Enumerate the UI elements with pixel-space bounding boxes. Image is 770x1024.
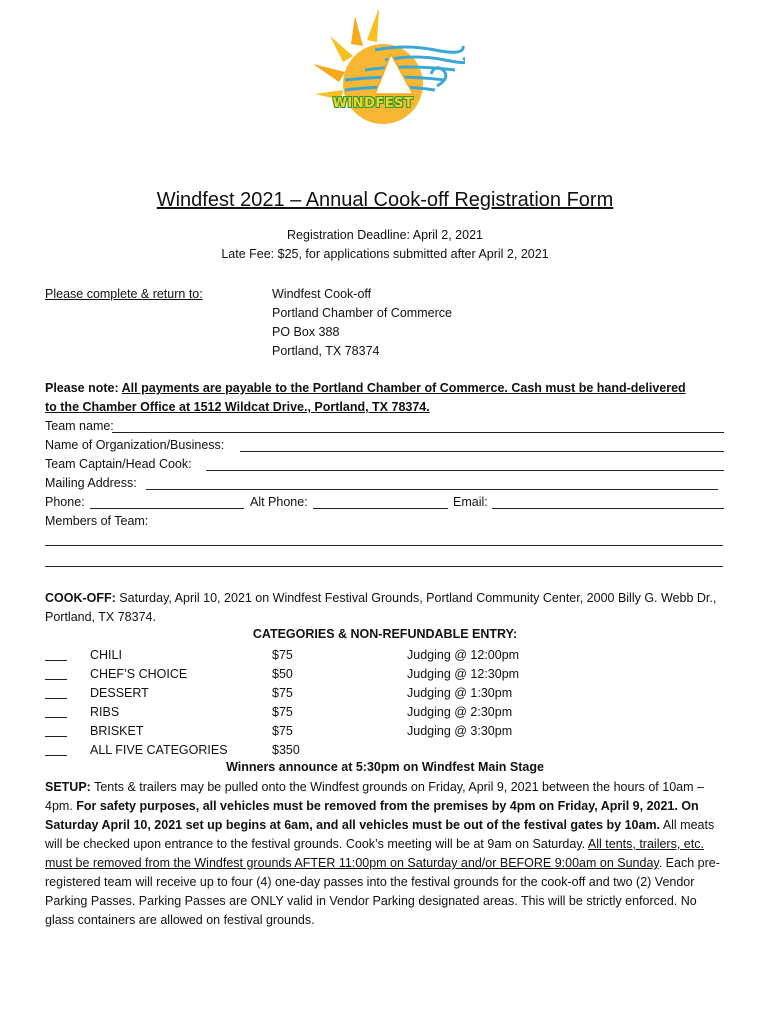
category-judging: Judging @ 2:30pm [407,705,513,719]
phone-field[interactable] [90,508,244,509]
category-fee: $75 [272,648,293,662]
categories-heading: CATEGORIES & NON-REFUNDABLE ENTRY: [252,627,518,641]
category-name: BRISKET [90,724,144,738]
winners-announcement: Winners announce at 5:30pm on Windfest Main Stage [226,760,544,774]
category-checkbox-chili[interactable] [45,660,67,661]
organization-field[interactable] [240,451,724,452]
setup-info: SETUP: Tents & trailers may be pulled onto the Windfest grounds on Friday, April 9, 2021 between the hours of 10am – 4pm. For safety purposes, all vehicles must be removed from the premises by 4pm on Friday, April 9, 2021. On Saturday April 10, 2021 set up begins at 6am, and all vehicles must be out of the festival gates by 10am. All meats will be checked upon entrance to the festival grounds. Cook’s meeting will be at 9am on Saturday. All tents, trailers, etc. must be removed from the Windfest grounds AFTER 11:00pm on Saturday and/or BEFORE 9:00am on Sunday. Each pre-registered team will receive up to four (4) one-day passes into the festival grounds for the cook-off and two (2) Vendor Parking Passes. Parking Passes are ONLY valid in Vendor Parking designated areas. This will be strictly enforced. No glass containers are allowed on festival grounds. [45,780,720,927]
category-checkbox-brisket[interactable] [45,736,67,737]
return-to-label: Please complete & return to: [45,287,203,301]
category-checkbox-chefs-choice[interactable] [45,679,67,680]
mailing-address-field[interactable] [146,489,718,490]
category-name: DESSERT [90,686,149,700]
alt-phone-label: Alt Phone: [250,495,308,509]
category-name: RIBS [90,705,120,719]
alt-phone-field[interactable] [313,508,448,509]
phone-label: Phone: [45,495,85,509]
captain-label: Team Captain/Head Cook: [45,457,192,471]
category-name: CHILI [90,648,122,662]
members-label: Members of Team: [45,514,149,528]
return-address-line: Portland Chamber of Commerce [272,306,452,320]
category-judging: Judging @ 3:30pm [407,724,513,738]
category-fee: $75 [272,686,293,700]
registration-deadline: Registration Deadline: April 2, 2021 [287,228,483,242]
category-judging: Judging @ 1:30pm [407,686,513,700]
mailing-address-label: Mailing Address: [45,476,137,490]
organization-label: Name of Organization/Business: [45,438,225,452]
email-label: Email: [453,495,488,509]
captain-field[interactable] [206,470,724,471]
return-address-line: Portland, TX 78374 [272,344,380,358]
category-checkbox-dessert[interactable] [45,698,67,699]
category-judging: Judging @ 12:00pm [407,648,520,662]
swirl-icon [431,68,446,86]
category-fee: $75 [272,705,293,719]
category-judging: Judging @ 12:30pm [407,667,520,681]
members-field[interactable] [45,566,723,567]
category-fee: $350 [272,743,300,757]
category-checkbox-all-five[interactable] [45,755,67,756]
category-name: CHEF’S CHOICE [90,667,188,681]
payment-note: Please note: All payments are payable to the Portland Chamber of Commerce. Cash must be hand-delivered [45,381,686,395]
category-fee: $50 [272,667,293,681]
form-title: Windfest 2021 – Annual Cook-off Registration Form [156,189,614,211]
return-address-line: Windfest Cook-off [272,287,372,301]
category-name: ALL FIVE CATEGORIES [90,743,228,757]
members-field[interactable] [45,545,723,546]
team-name-label: Team name: [45,419,114,433]
email-field[interactable] [492,508,724,509]
return-address-line: PO Box 388 [272,325,340,339]
category-fee: $75 [272,724,293,738]
category-checkbox-ribs[interactable] [45,717,67,718]
cookoff-info: COOK-OFF: Saturday, April 10, 2021 on Windfest Festival Grounds, Portland Community Center, 2000 Billy G. Webb Dr., Portland, TX 78374. [45,591,717,624]
late-fee: Late Fee: $25, for applications submitted after April 2, 2021 [221,247,549,261]
payment-note-address: to the Chamber Office at 1512 Wildcat Drive., Portland, TX 78374. [45,400,430,414]
team-name-field[interactable] [112,432,724,433]
logo-wordmark: WINDFEST [332,96,414,111]
payment-note-text: All payments are payable to the Portland Chamber of Commerce. Cash must be hand-delivered [121,381,686,395]
